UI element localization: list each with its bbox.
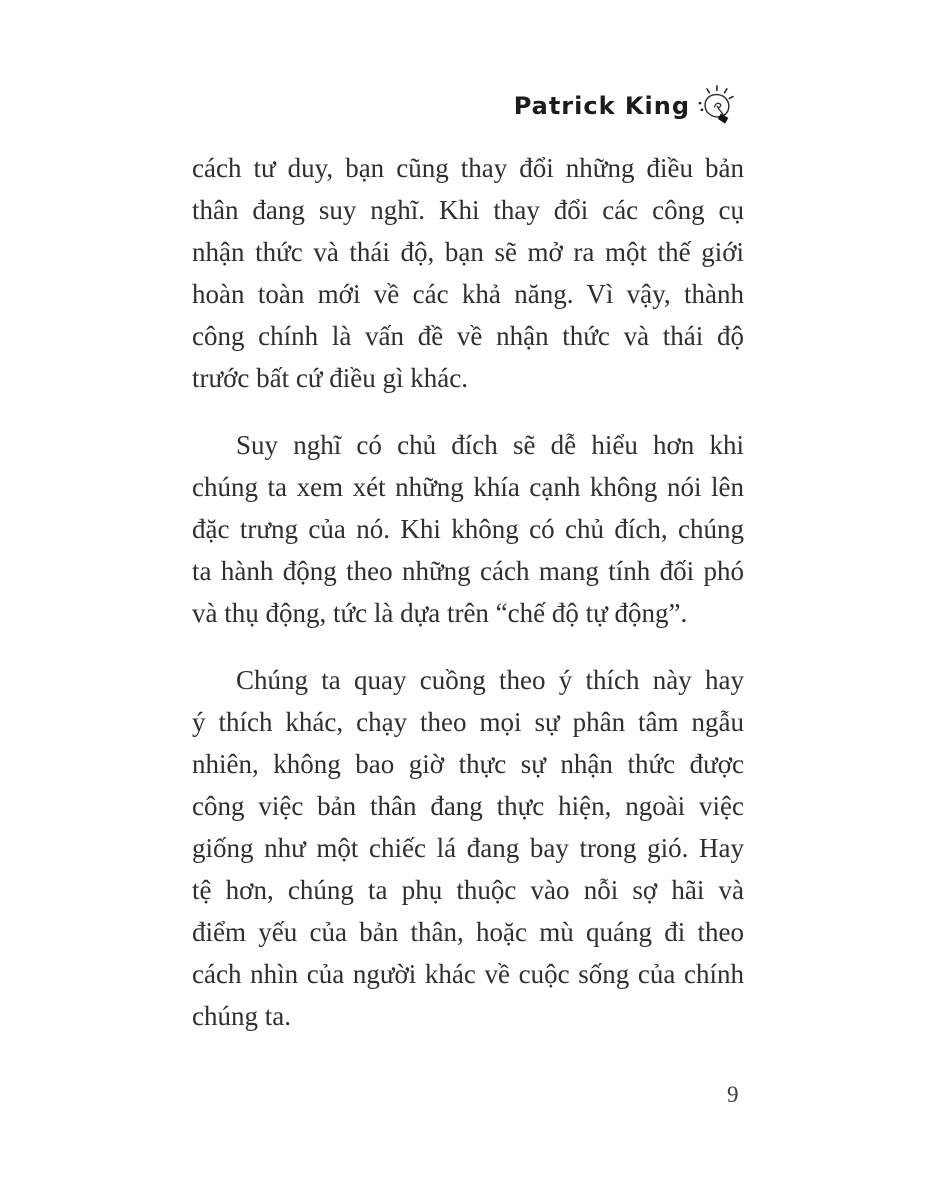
text-line: công chính là vấn đề về nhận thức và thái độ bbox=[192, 321, 744, 351]
text-line: đặc trưng của nó. Khi không có chủ đích, chúng bbox=[192, 514, 744, 544]
text-line: và thụ động, tức là dựa trên “chế độ tự động”. bbox=[192, 598, 688, 628]
text-line: ta hành động theo những cách mang tính đối phó bbox=[192, 556, 744, 586]
text-line: chúng ta xem xét những khía cạnh không nói lên bbox=[192, 472, 744, 502]
text-line: cách nhìn của người khác về cuộc sống của chính bbox=[192, 959, 744, 989]
text-line: điểm yếu của bản thân, hoặc mù quáng đi theo bbox=[192, 917, 744, 947]
text-line: hoàn toàn mới về các khả năng. Vì vậy, thành bbox=[192, 279, 744, 309]
author-name: Patrick King bbox=[513, 92, 690, 120]
text-line: Suy nghĩ có chủ đích sẽ dễ hiểu hơn khi bbox=[236, 430, 744, 460]
page-number: 9 bbox=[727, 1082, 739, 1107]
text-line: cách tư duy, bạn cũng thay đổi những điều bản bbox=[192, 153, 744, 183]
body-text bbox=[192, 147, 744, 1037]
running-header bbox=[514, 84, 735, 128]
text-line: nhiên, không bao giờ thực sự nhận thức được bbox=[192, 749, 744, 779]
lightbulb-icon bbox=[697, 84, 735, 128]
text-line: giống như một chiếc lá đang bay trong gió. Hay bbox=[192, 833, 744, 863]
text-line: tệ hơn, chúng ta phụ thuộc vào nỗi sợ hãi và bbox=[192, 875, 744, 905]
text-line: nhận thức và thái độ, bạn sẽ mở ra một thế giới bbox=[192, 237, 744, 267]
paragraph bbox=[192, 147, 744, 399]
paragraph bbox=[192, 424, 744, 634]
text-line: công việc bản thân đang thực hiện, ngoài việc bbox=[192, 791, 744, 821]
text-line: Chúng ta quay cuồng theo ý thích này hay bbox=[236, 665, 744, 695]
paragraph bbox=[192, 659, 744, 1037]
text-line: trước bất cứ điều gì khác. bbox=[192, 363, 468, 393]
text-line: thân đang suy nghĩ. Khi thay đổi các công cụ bbox=[192, 195, 744, 225]
text-line: chúng ta. bbox=[192, 1001, 291, 1031]
text-line: ý thích khác, chạy theo mọi sự phân tâm ngẫu bbox=[192, 707, 744, 737]
